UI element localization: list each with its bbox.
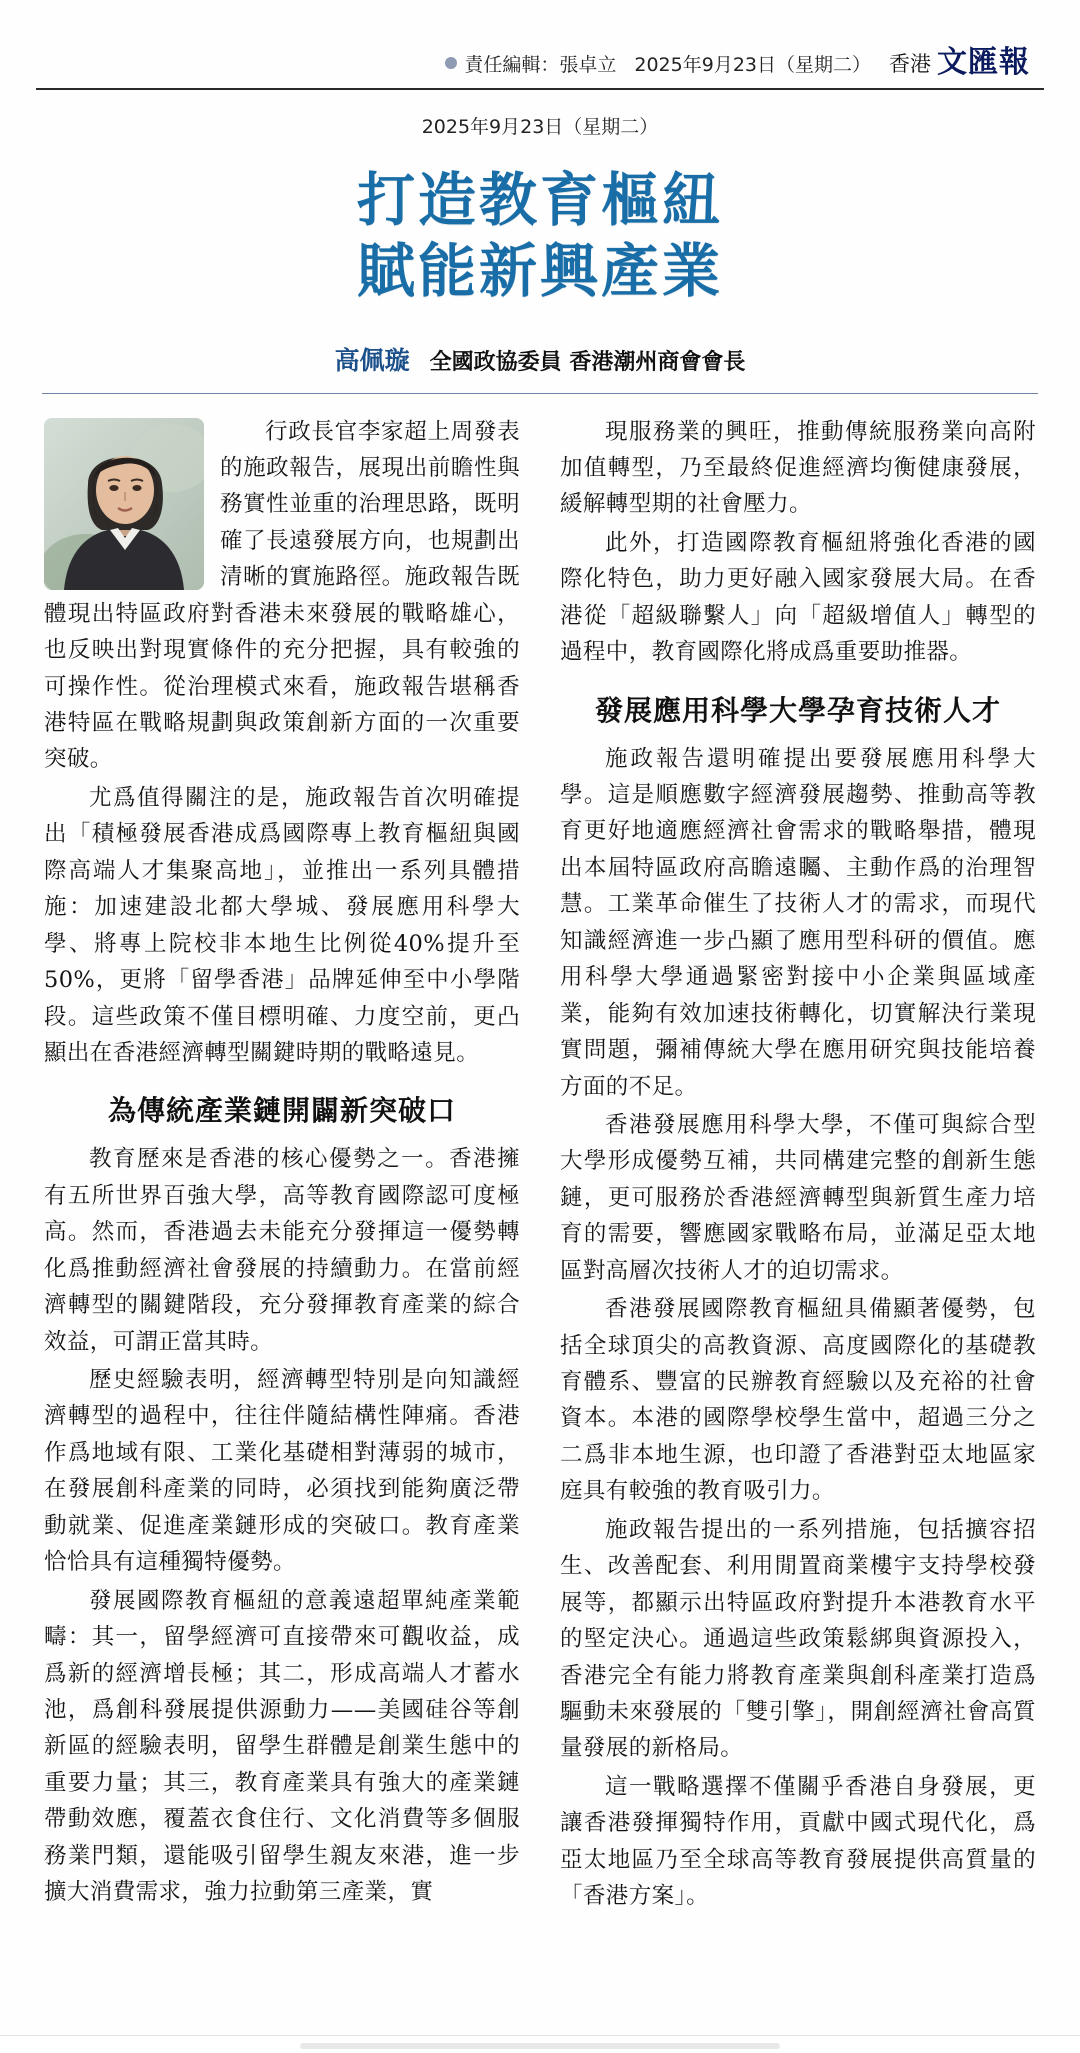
paragraph: 施政報告還明確提出要發展應用科學大學。這是順應數字經濟發展趨勢、推動高等教育更好地適應經濟社會需求的戰略舉措，體現出本屆特區政府高瞻遠矚、主動作爲的治理智慧。工業革命催生了技術人才的需求，而現代知識經濟進一步凸顯了應用型科研的價值。應用科學大學通過緊密對接中小企業與區域產業，能夠有效加速技術轉化，切實解決行業現實問題，彌補傳統大學在應用研究與技能培養方面的不足。 <box>560 745 1036 1100</box>
paper-logo-text: 文匯報 <box>937 45 1030 80</box>
byline-affiliation: 全國政協委員 香港潮州商會會長 <box>429 348 746 375</box>
paragraph: 發展國際教育樞紐的意義遠超單純產業範疇：其一，留學經濟可直接帶來可觀收益，成爲新的經濟增長極；其二，形成高端人才蓄水池，爲創科發展提供源動力——美國硅谷等創新區的經驗表明，留學生群體是創業生態中的重要力量；其三，教育產業具有強大的產業鏈帶動效應，覆蓋衣食住行、文化消費等多個服務業門類，還能吸引留學生親友來港，進一步擴大消費需求，強力拉動第三產業，實 <box>44 1587 520 1906</box>
column-left <box>44 414 520 1917</box>
byline <box>36 341 1044 377</box>
scroll-indicator[interactable] <box>300 2043 780 2049</box>
byline-author: 高佩璇 <box>334 345 410 375</box>
paragraph: 現服務業的興旺，推動傳統服務業向高附加值轉型，乃至最終促進經濟均衡健康發展，緩解轉型期的社會壓力。 <box>560 418 1036 518</box>
bullet-dot-icon <box>445 57 457 69</box>
paragraph: 香港發展應用科學大學，不僅可與綜合型大學形成優勢互補，共同構建完整的創新生態鏈，更可服務於香港經濟轉型與新質生產力培育的需要，響應國家戰略布局，並滿足亞太地區對高層次技術人才的迫切需求。 <box>560 1111 1036 1284</box>
paragraph: 此外，打造國際教育樞紐將強化香港的國際化特色，助力更好融入國家發展大局。在香港從「超級聯繫人」向「超級增值人」轉型的過程中，教育國際化將成爲重要助推器。 <box>560 529 1036 666</box>
paragraph: 教育歷來是香港的核心優勢之一。香港擁有五所世界百強大學，高等教育國際認可度極高。然而，香港過去未能充分發揮這一優勢轉化爲推動經濟社會發展的持續動力。在當前經濟轉型的關鍵階段，充分發揮教育產業的綜合效益，可謂正當其時。 <box>44 1146 520 1355</box>
section-subhead: 發展應用科學大學孕育技術人才 <box>594 693 1001 727</box>
secondary-date: 2025年9月23日（星期二） <box>421 116 659 138</box>
divider <box>42 393 1038 394</box>
author-portrait-image <box>44 418 204 590</box>
paper-nameplate <box>889 45 1030 80</box>
paragraph: 香港發展國際教育樞紐具備顯著優勢，包括全球頂尖的高教資源、高度國際化的基礎教育體系、豐富的民辦教育經驗以及充裕的社會資本。本港的國際學校學生當中，超過三分之二爲非本地生源，也印證了香港對亞太地區家庭具有較強的教育吸引力。 <box>560 1296 1036 1505</box>
page-title <box>36 165 1044 307</box>
paragraph: 這一戰略選擇不僅關乎香港自身發展，更讓香港發揮獨特作用，貢獻中國式現代化，爲亞太地區乃至全球高等教育發展提供高質量的「香港方案」。 <box>560 1773 1036 1910</box>
paragraph: 施政報告提出的一系列措施，包括擴容招生、改善配套、利用閒置商業樓宇支持學校發展等，都顯示出特區政府對提升本港教育水平的堅定決心。通過這些政策鬆綁與資源投入，香港完全有能力將教育產業與創科產業打造爲驅動未來發展的「雙引擎」，開創經濟社會高質量發展的新格局。 <box>560 1516 1036 1762</box>
column-right <box>560 414 1036 1917</box>
section-subhead: 為傳統產業鏈開闢新突破口 <box>107 1094 456 1128</box>
paragraph: 行政長官李家超上周發表的施政報告，展現出前瞻性與務實性並重的治理思路，既明確了長遠發展方向，也規劃出清晰的實施路徑。施政報告既體現出特區政府對香港未來發展的戰略雄心，也反映出對現實條件的充分把握，具有較強的可操作性。從治理模式來看，施政報告堪稱香港特區在戰略規劃與政策創新方面的一次重要突破。 <box>44 418 520 773</box>
masthead <box>36 0 1044 90</box>
article-body <box>36 414 1044 1917</box>
masthead-date: 2025年9月23日（星期二） <box>634 53 871 76</box>
responsible-editor-label: 責任編輯：張卓立 <box>464 53 617 76</box>
paragraph: 尤爲值得關注的是，施政報告首次明確提出「積極發展香港成爲國際專上教育樞紐與國際高端人才集聚高地」，並推出一系列具體措施：加速建設北都大學城、發展應用科學大學、將專上院校非本地生比例從40%提升至50%，更將「留學香港」品牌延伸至中小學階段。這些政策不僅目標明確、力度空前，更凸顯出在香港經濟轉型關鍵時期的戰略遠見。 <box>44 784 520 1066</box>
paper-region-label: 香港 <box>889 52 931 76</box>
headline-line-1: 打造教育樞紐 <box>356 166 723 234</box>
author-portrait <box>44 418 204 590</box>
headline-line-2: 賦能新興產業 <box>356 236 723 305</box>
responsible-editor <box>445 50 616 77</box>
paragraph: 歷史經驗表明，經濟轉型特別是向知識經濟轉型的過程中，往往伴隨結構性陣痛。香港作爲地域有限、工業化基礎相對薄弱的城市，在發展創科產業的同時，必須找到能夠廣泛帶動就業、促進產業鏈形成的突破口。教育產業恰恰具有這種獨特優勢。 <box>44 1367 520 1576</box>
